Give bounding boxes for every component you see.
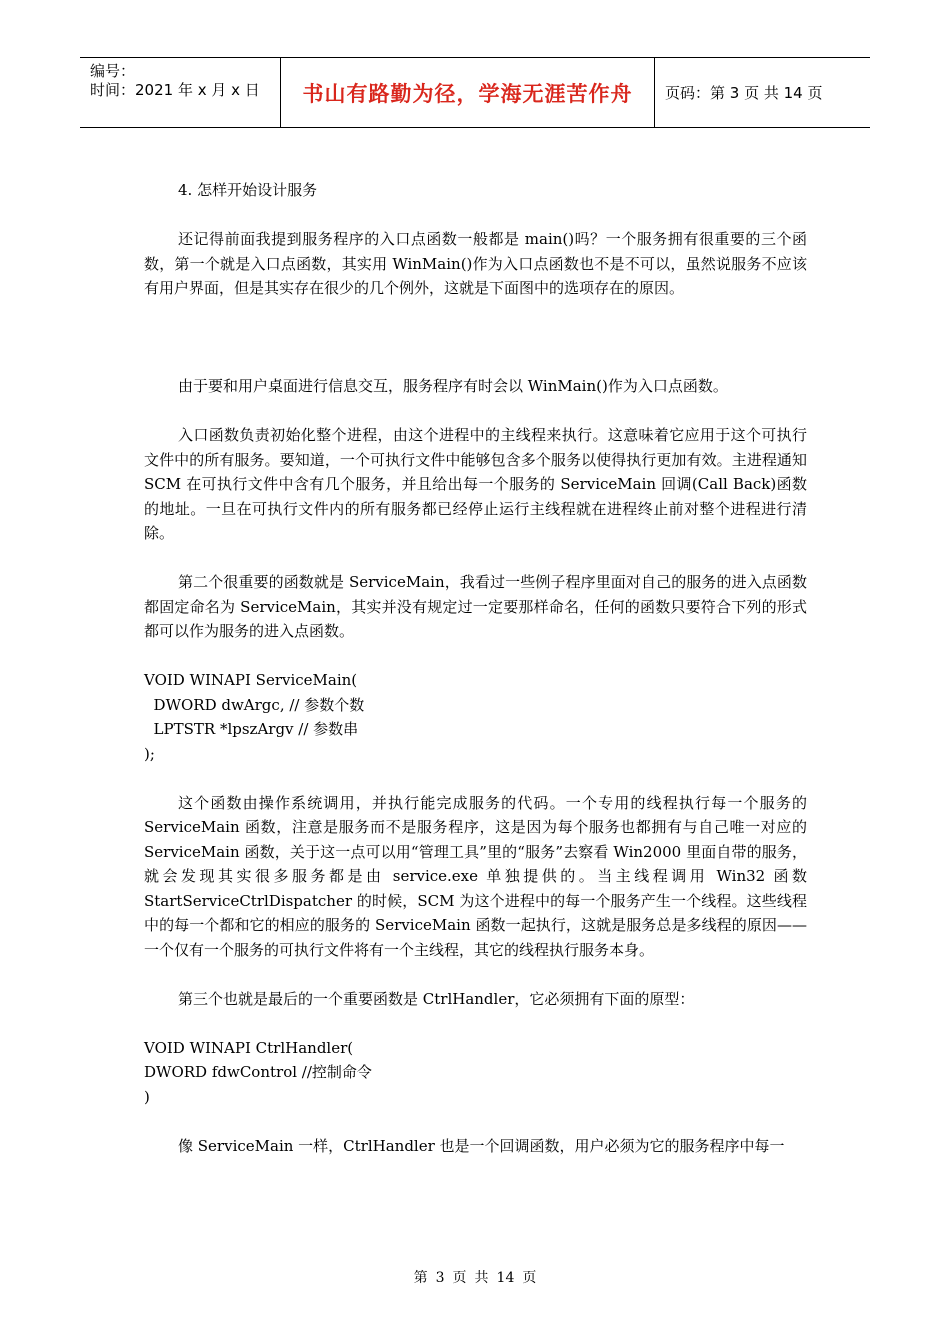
page-footer <box>0 1267 950 1287</box>
document-date-label: 时间：2021 年 x 月 x 日 <box>90 81 260 99</box>
code-line: DWORD dwArgc, // 参数个数 <box>144 695 365 714</box>
paragraph-3: 入口函数负责初始化整个进程，由这个进程中的主线程来执行。这意味着它应用于这个可执行文件中的所有服务。要知道，一个可执行文件中能够包含多个服务以使得执行更加有效。主进程通知 SCM 在可执行文件中含有几个服务，并且给出每一个服务的 ServiceMain 回调(Call Back)函数的地址。一旦在可执行文件内的所有服务都已经停止运行主线程就在进程终止前对整个进程进行清除。 <box>144 426 807 542</box>
code-line: ); <box>144 744 155 763</box>
header-page-cell <box>655 58 870 127</box>
document-number-label: 编号： <box>90 62 136 80</box>
paragraph-2: 由于要和用户桌面进行信息交互，服务程序有时会以 WinMain()作为入口点函数。 <box>178 377 728 395</box>
code-line: VOID WINAPI ServiceMain( <box>144 671 358 689</box>
code-line: DWORD fdwControl //控制命令 <box>144 1063 372 1081</box>
header-page-info: 页码：第 3 页 共 14 页 <box>665 84 823 102</box>
code-line: LPTSTR *lpszArgv // 参数串 <box>144 720 359 738</box>
header-motto: 书山有路勤为径，学海无涯苦作舟 <box>302 81 633 106</box>
header-left-cell <box>80 58 281 127</box>
paragraph-7: 像 ServiceMain 一样，CtrlHandler 也是一个回调函数，用户必须为它的服务程序中每一 <box>178 1136 785 1155</box>
footer-di: 第 <box>413 1270 428 1286</box>
code-block-ctrlhandler <box>144 1036 807 1110</box>
footer-ye: 页 <box>522 1270 537 1286</box>
paragraph-6: 第三个也就是最后的一个重要函数是 CtrlHandler，它必须拥有下面的原型： <box>178 989 695 1008</box>
code-block-servicemain <box>144 668 807 766</box>
document-header <box>80 57 870 128</box>
footer-total-pages: 14 <box>496 1270 515 1286</box>
footer-gong: 共 <box>474 1270 489 1286</box>
document-body <box>144 178 807 1158</box>
paragraph-5: 这个函数由操作系统调用，并执行能完成服务的代码。一个专用的线程执行每一个服务的 ServiceMain 函数，注意是服务而不是服务程序，这是因为每个服务也都拥有与自己唯一对应的 ServiceMain 函数，关于这一点可以用“管理工具”里的“服务”去察看 Win2000 里面自带的服务，就会发现其实很多服务都是由 service.exe 单独提供的。当主线程调用 Win32 函数 StartServiceCtrlDispatcher 的时候，SCM 为这个进程中的每一个服务产生一个线程。这些线程中的每一个都和它的相应的服务的 ServiceMain 函数一起执行，这就是服务总是多线程的原因——一个仅有一个服务的可执行文件将有一个主线程，其它的线程执行服务本身。 <box>144 793 807 959</box>
footer-ye: 页 <box>452 1270 467 1286</box>
paragraph-4: 第二个很重要的函数就是 ServiceMain，我看过一些例子程序里面对自己的服务的进入点函数都固定命名为 ServiceMain，其实并没有规定过一定要那样命名，任何的函数只要符合下列的形式都可以作为服务的进入点函数。 <box>144 573 807 640</box>
paragraph-1: 还记得前面我提到服务程序的入口点函数一般都是 main()吗？一个服务拥有很重要的三个函数，第一个就是入口点函数，其实用 WinMain()作为入口点函数也不是不可以，虽然说服务不应该有用户界面，但是其实存在很少的几个例外，这就是下面图中的选项存在的原因。 <box>144 230 807 297</box>
code-line: ) <box>144 1087 150 1106</box>
section-heading: 4. 怎样开始设计服务 <box>178 181 318 199</box>
footer-page-number: 3 <box>435 1270 445 1286</box>
header-motto-cell <box>281 58 655 127</box>
code-line: VOID WINAPI CtrlHandler( <box>144 1038 354 1057</box>
